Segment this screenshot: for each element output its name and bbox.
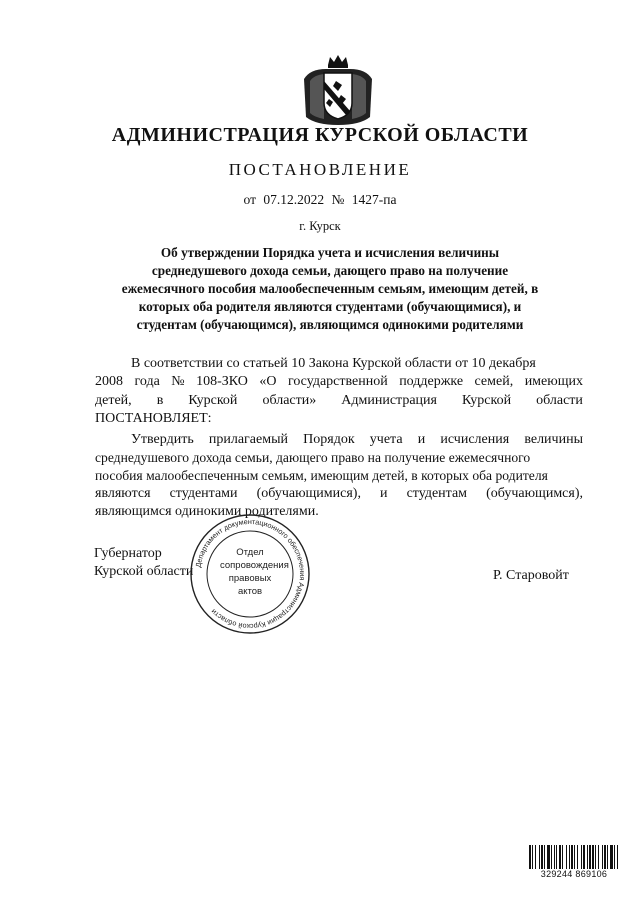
barcode-bar <box>595 845 596 871</box>
stamp-ring-text: Департамент документационного обеспечения Администрации Курской области <box>193 516 308 632</box>
barcode-bar <box>569 845 570 871</box>
title-line: Об утверждении Порядка учета и исчисления величины <box>160 245 500 260</box>
barcode-bar <box>532 845 533 871</box>
word: (обучающимся), <box>486 486 583 501</box>
word: области» <box>262 393 317 408</box>
document-date-number <box>0 192 640 208</box>
barcode-bar <box>566 845 567 871</box>
document-type: ПОСТАНОВЛЕНИЕ <box>228 160 412 179</box>
body-line: среднедушевого дохода семьи, дающего право на получение ежемесячного <box>95 450 531 465</box>
word: «О <box>259 374 277 389</box>
barcode-bar <box>559 845 561 871</box>
word: Утвердить <box>131 432 194 447</box>
barcode-bar <box>539 845 540 871</box>
word: имеющих <box>524 374 583 389</box>
barcode-bar <box>610 845 613 871</box>
barcode-bar <box>551 845 552 871</box>
barcode-bar <box>581 845 582 871</box>
word: Администрация <box>341 393 437 408</box>
document-date: 07.12.2022 <box>263 192 325 207</box>
barcode-bar <box>598 845 599 871</box>
title-line: которых оба родителя являются студентами (обучающимися), и <box>138 299 522 314</box>
document-city: г. Курск <box>299 219 341 233</box>
barcode-bar <box>614 845 615 871</box>
word: поддержке <box>399 374 464 389</box>
barcode-bar <box>587 845 588 871</box>
organization-name: АДМИНИСТРАЦИЯ КУРСКОЙ ОБЛАСТИ <box>111 124 529 146</box>
word: 108-ЗКО <box>196 374 248 389</box>
position-line: Губернатор <box>94 546 162 561</box>
barcode-bar <box>529 845 531 871</box>
word: (обучающимися), <box>256 486 361 501</box>
word: Курской <box>462 393 512 408</box>
document-title <box>110 244 550 334</box>
barcode-bar <box>574 845 575 871</box>
barcode-bar <box>544 845 545 871</box>
word: 2008 <box>95 374 123 389</box>
word: детей, <box>95 393 132 408</box>
word: студентами <box>169 486 238 501</box>
word: области <box>536 393 583 408</box>
document-number: 1427-па <box>351 192 397 207</box>
number-sign: № <box>331 192 345 207</box>
word: исчисления <box>440 432 510 447</box>
body-line: являющимся одинокими родителями. <box>95 504 319 519</box>
word: семей, <box>474 374 514 389</box>
barcode-bar <box>562 845 563 871</box>
title-line: среднедушевого дохода семьи, дающего право на получение <box>151 263 509 278</box>
word: и <box>417 432 426 447</box>
barcode-bar <box>607 845 608 871</box>
body-line: В соответствии со статьей 10 Закона Курской области от 10 декабря <box>131 356 536 371</box>
signatory-position <box>94 545 193 581</box>
stamp-center-text <box>220 546 289 598</box>
barcode-bar <box>589 845 591 871</box>
coat-of-arms-emblem <box>300 55 376 127</box>
barcode-bar <box>617 845 618 871</box>
word: являются <box>95 486 151 501</box>
stamp-line: сопровождения <box>220 560 289 571</box>
stamp-line: Отдел <box>236 547 264 558</box>
word: государственной <box>287 374 388 389</box>
stamp-line: актов <box>237 586 263 597</box>
word: Порядок <box>303 432 355 447</box>
body-line-justified <box>131 432 583 448</box>
word: прилагаемый <box>208 432 288 447</box>
word: студентам <box>406 486 468 501</box>
body-line-justified <box>95 486 583 502</box>
word: в <box>156 393 164 408</box>
body-line: ПОСТАНОВЛЯЕТ: <box>95 411 212 426</box>
barcode-bar <box>571 845 573 871</box>
word: учета <box>369 432 403 447</box>
position-line: Курской области <box>94 564 194 579</box>
barcode-bar <box>604 845 606 871</box>
word: года <box>134 374 160 389</box>
word: № <box>171 374 185 389</box>
barcode-bar <box>583 845 585 871</box>
word: Курской <box>188 393 238 408</box>
body-line-justified <box>95 393 583 409</box>
body-line-justified <box>95 374 583 390</box>
barcode-bar <box>577 845 578 871</box>
date-prefix: от <box>243 192 256 207</box>
word: и <box>380 486 388 501</box>
barcode-bar <box>554 845 555 871</box>
stamp-line: правовых <box>228 573 272 584</box>
barcode-bar <box>592 845 594 871</box>
barcode-bar <box>535 845 536 871</box>
title-line: ежемесячного пособия малообеспеченным семьям, имеющим детей, в <box>121 281 539 296</box>
barcode-bar <box>547 845 550 871</box>
title-line: студентам (обучающимся), являющимся одинокими родителями <box>136 317 524 332</box>
barcode-bar <box>541 845 543 871</box>
body-line: пособия малообеспеченным семьям, имеющим детей, в которых оба родителя <box>95 468 548 483</box>
barcode-number: 329244 869106 <box>526 869 622 879</box>
barcode-bar <box>602 845 603 871</box>
barcode-bar <box>556 845 557 871</box>
signatory-name: Р. Старовойт <box>493 568 569 583</box>
word: величины <box>524 432 583 447</box>
